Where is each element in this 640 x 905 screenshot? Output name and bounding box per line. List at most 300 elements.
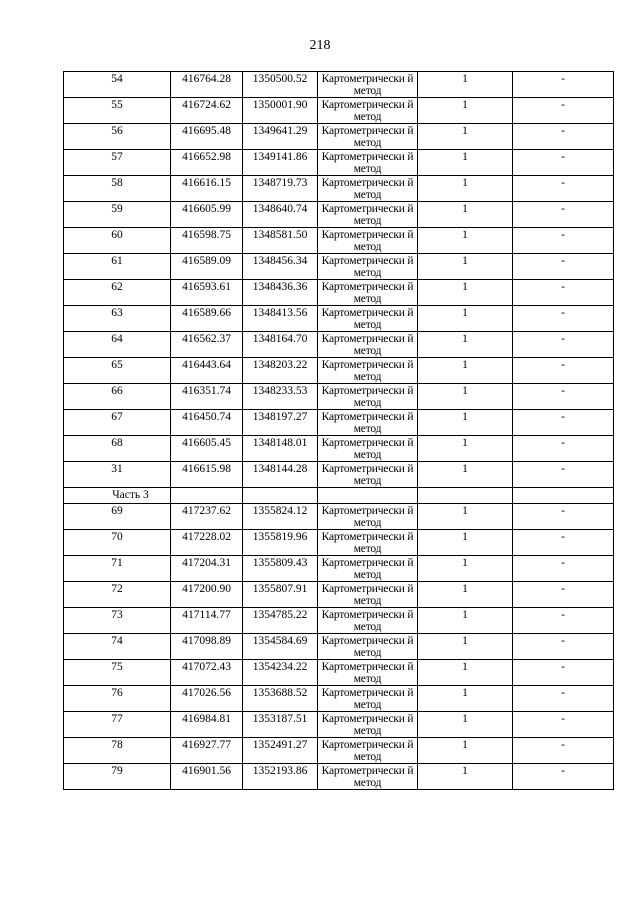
y-coordinate-cell-text: 1348233.53 [252, 385, 308, 397]
accuracy-cell-text: 1 [462, 333, 468, 345]
table-row [64, 462, 614, 488]
note-cell-text: - [561, 177, 565, 189]
accuracy-cell-text: 1 [462, 151, 468, 163]
y-coordinate-cell [243, 608, 318, 634]
point-number-cell-text: 31 [111, 463, 123, 475]
note-cell-text: - [561, 385, 565, 397]
note-cell-text: - [561, 687, 565, 699]
method-cell [318, 202, 418, 228]
table-row [64, 410, 614, 436]
method-cell-text: Картометрически й метод [321, 385, 414, 409]
x-coordinate-cell [171, 712, 243, 738]
point-number-cell [64, 150, 171, 176]
y-coordinate-cell-text: 1352491.27 [252, 739, 308, 751]
note-cell [513, 738, 614, 764]
method-cell [318, 72, 418, 98]
table-row [64, 686, 614, 712]
note-cell [513, 530, 614, 556]
x-coordinate-cell [171, 72, 243, 98]
accuracy-cell-text: 1 [462, 203, 468, 215]
method-cell-text: Картометрически й метод [321, 411, 414, 435]
point-number-cell-text: 70 [111, 531, 123, 543]
y-coordinate-cell-text: 1355807.91 [252, 583, 308, 595]
empty-cell [513, 488, 614, 504]
method-cell [318, 98, 418, 124]
point-number-cell-text: 59 [111, 203, 123, 215]
accuracy-cell [418, 124, 513, 150]
accuracy-cell [418, 436, 513, 462]
point-number-cell-text: 73 [111, 609, 123, 621]
method-cell [318, 228, 418, 254]
x-coordinate-cell [171, 150, 243, 176]
y-coordinate-cell [243, 280, 318, 306]
x-coordinate-cell-text: 417200.90 [182, 583, 231, 595]
accuracy-cell [418, 712, 513, 738]
method-cell [318, 582, 418, 608]
point-number-cell-text: 68 [111, 437, 123, 449]
table-row [64, 280, 614, 306]
point-number-cell [64, 176, 171, 202]
x-coordinate-cell-text: 416351.74 [182, 385, 231, 397]
table-row [64, 384, 614, 410]
table-row [64, 228, 614, 254]
point-number-cell-text: 62 [111, 281, 123, 293]
point-number-cell-text: 74 [111, 635, 123, 647]
accuracy-cell-text: 1 [462, 713, 468, 725]
method-cell [318, 306, 418, 332]
note-cell-text: - [561, 151, 565, 163]
x-coordinate-cell [171, 462, 243, 488]
method-cell [318, 556, 418, 582]
x-coordinate-cell-text: 417237.62 [182, 505, 231, 517]
y-coordinate-cell [243, 530, 318, 556]
accuracy-cell-text: 1 [462, 739, 468, 751]
method-cell-text: Картометрически й метод [321, 359, 414, 383]
note-cell-text: - [561, 229, 565, 241]
method-cell-text: Картометрически й метод [321, 635, 414, 659]
method-cell [318, 504, 418, 530]
method-cell-text: Картометрически й метод [321, 281, 414, 305]
point-number-cell-text: 69 [111, 505, 123, 517]
accuracy-cell-text: 1 [462, 411, 468, 423]
x-coordinate-cell [171, 530, 243, 556]
point-number-cell [64, 504, 171, 530]
x-coordinate-cell-text: 417204.31 [182, 557, 231, 569]
point-number-cell [64, 530, 171, 556]
note-cell [513, 358, 614, 384]
table-row [64, 764, 614, 790]
x-coordinate-cell-text: 416927.77 [182, 739, 231, 751]
table-row [64, 504, 614, 530]
y-coordinate-cell-text: 1353187.51 [252, 713, 308, 725]
method-cell [318, 332, 418, 358]
accuracy-cell-text: 1 [462, 557, 468, 569]
method-cell-text: Картометрически й метод [321, 609, 414, 633]
point-number-cell [64, 660, 171, 686]
point-number-cell [64, 228, 171, 254]
accuracy-cell-text: 1 [462, 661, 468, 673]
y-coordinate-cell-text: 1350500.52 [252, 73, 308, 85]
point-number-cell-text: 63 [111, 307, 123, 319]
empty-cell [243, 488, 318, 504]
accuracy-cell [418, 556, 513, 582]
note-cell [513, 306, 614, 332]
x-coordinate-cell-text: 416443.64 [182, 359, 231, 371]
method-cell [318, 712, 418, 738]
accuracy-cell [418, 72, 513, 98]
point-number-cell-text: 57 [111, 151, 123, 163]
note-cell-text: - [561, 583, 565, 595]
y-coordinate-cell-text: 1348164.70 [252, 333, 308, 345]
y-coordinate-cell-text: 1355824.12 [252, 505, 308, 517]
y-coordinate-cell-text: 1348640.74 [252, 203, 308, 215]
note-cell [513, 436, 614, 462]
x-coordinate-cell-text: 416652.98 [182, 151, 231, 163]
accuracy-cell-text: 1 [462, 229, 468, 241]
accuracy-cell [418, 410, 513, 436]
point-number-cell [64, 306, 171, 332]
y-coordinate-cell-text: 1355809.43 [252, 557, 308, 569]
point-number-cell-text: 60 [111, 229, 123, 241]
method-cell-text: Картометрически й метод [321, 557, 414, 581]
y-coordinate-cell-text: 1353688.52 [252, 687, 308, 699]
x-coordinate-cell [171, 738, 243, 764]
table-row [64, 176, 614, 202]
table-row [64, 358, 614, 384]
note-cell [513, 280, 614, 306]
point-number-cell-text: 58 [111, 177, 123, 189]
point-number-cell-text: 61 [111, 255, 123, 267]
method-cell [318, 686, 418, 712]
accuracy-cell-text: 1 [462, 99, 468, 111]
point-number-cell-text: 79 [111, 765, 123, 777]
y-coordinate-cell [243, 306, 318, 332]
table-row [64, 556, 614, 582]
y-coordinate-cell [243, 686, 318, 712]
point-number-cell-text: 66 [111, 385, 123, 397]
table-row [64, 72, 614, 98]
note-cell [513, 660, 614, 686]
x-coordinate-cell [171, 384, 243, 410]
y-coordinate-cell-text: 1350001.90 [252, 99, 308, 111]
y-coordinate-cell [243, 462, 318, 488]
x-coordinate-cell [171, 504, 243, 530]
accuracy-cell-text: 1 [462, 177, 468, 189]
note-cell [513, 556, 614, 582]
y-coordinate-cell [243, 712, 318, 738]
note-cell-text: - [561, 359, 565, 371]
accuracy-cell [418, 582, 513, 608]
x-coordinate-cell [171, 176, 243, 202]
y-coordinate-cell [243, 556, 318, 582]
y-coordinate-cell [243, 358, 318, 384]
method-cell [318, 280, 418, 306]
accuracy-cell [418, 228, 513, 254]
section-row [64, 488, 614, 504]
note-cell [513, 686, 614, 712]
y-coordinate-cell-text: 1348456.34 [252, 255, 308, 267]
point-number-cell [64, 582, 171, 608]
note-cell-text: - [561, 99, 565, 111]
point-number-cell [64, 410, 171, 436]
x-coordinate-cell [171, 98, 243, 124]
accuracy-cell-text: 1 [462, 609, 468, 621]
y-coordinate-cell [243, 150, 318, 176]
method-cell [318, 410, 418, 436]
accuracy-cell [418, 254, 513, 280]
x-coordinate-cell-text: 416598.75 [182, 229, 231, 241]
accuracy-cell [418, 462, 513, 488]
method-cell [318, 384, 418, 410]
y-coordinate-cell [243, 764, 318, 790]
y-coordinate-cell [243, 332, 318, 358]
table-row [64, 738, 614, 764]
point-number-cell [64, 686, 171, 712]
section-label: Часть 3 [112, 489, 149, 501]
x-coordinate-cell [171, 228, 243, 254]
note-cell-text: - [561, 463, 565, 475]
x-coordinate-cell [171, 202, 243, 228]
point-number-cell [64, 436, 171, 462]
y-coordinate-cell [243, 176, 318, 202]
accuracy-cell [418, 530, 513, 556]
method-cell-text: Картометрически й метод [321, 739, 414, 763]
point-number-cell [64, 202, 171, 228]
point-number-cell [64, 332, 171, 358]
method-cell [318, 660, 418, 686]
point-number-cell [64, 462, 171, 488]
point-number-cell [64, 634, 171, 660]
note-cell-text: - [561, 73, 565, 85]
y-coordinate-cell-text: 1354234.22 [252, 661, 308, 673]
x-coordinate-cell-text: 416605.45 [182, 437, 231, 449]
method-cell [318, 634, 418, 660]
y-coordinate-cell-text: 1348436.36 [252, 281, 308, 293]
note-cell-text: - [561, 505, 565, 517]
y-coordinate-cell [243, 410, 318, 436]
accuracy-cell-text: 1 [462, 687, 468, 699]
point-number-cell [64, 764, 171, 790]
accuracy-cell-text: 1 [462, 505, 468, 517]
note-cell-text: - [561, 255, 565, 267]
y-coordinate-cell-text: 1352193.86 [252, 765, 308, 777]
point-number-cell [64, 254, 171, 280]
table-row [64, 582, 614, 608]
x-coordinate-cell-text: 416593.61 [182, 281, 231, 293]
empty-cell [318, 488, 418, 504]
point-number-cell-text: 77 [111, 713, 123, 725]
accuracy-cell-text: 1 [462, 635, 468, 647]
table-row [64, 98, 614, 124]
method-cell-text: Картометрически й метод [321, 463, 414, 487]
x-coordinate-cell-text: 416615.98 [182, 463, 231, 475]
y-coordinate-cell-text: 1354584.69 [252, 635, 308, 647]
y-coordinate-cell-text: 1348413.56 [252, 307, 308, 319]
page-number: 218 [309, 38, 331, 53]
note-cell-text: - [561, 609, 565, 621]
method-cell [318, 254, 418, 280]
note-cell [513, 228, 614, 254]
x-coordinate-cell-text: 416984.81 [182, 713, 231, 725]
note-cell-text: - [561, 411, 565, 423]
table-row [64, 660, 614, 686]
note-cell-text: - [561, 739, 565, 751]
table-row [64, 254, 614, 280]
method-cell [318, 176, 418, 202]
x-coordinate-cell [171, 608, 243, 634]
note-cell [513, 176, 614, 202]
point-number-cell-text: 72 [111, 583, 123, 595]
y-coordinate-cell-text: 1348144.28 [252, 463, 308, 475]
point-number-cell [64, 98, 171, 124]
note-cell-text: - [561, 437, 565, 449]
method-cell-text: Картометрически й метод [321, 713, 414, 737]
point-number-cell [64, 124, 171, 150]
point-number-cell [64, 738, 171, 764]
table-row [64, 332, 614, 358]
method-cell [318, 436, 418, 462]
x-coordinate-cell-text: 417228.02 [182, 531, 231, 543]
method-cell-text: Картометрически й метод [321, 229, 414, 253]
x-coordinate-cell [171, 436, 243, 462]
accuracy-cell [418, 98, 513, 124]
y-coordinate-cell-text: 1354785.22 [252, 609, 308, 621]
method-cell-text: Картометрически й метод [321, 125, 414, 149]
y-coordinate-cell [243, 98, 318, 124]
table-row [64, 436, 614, 462]
method-cell [318, 124, 418, 150]
coordinates-table [63, 71, 614, 790]
accuracy-cell-text: 1 [462, 385, 468, 397]
table-row [64, 150, 614, 176]
method-cell-text: Картометрически й метод [321, 505, 414, 529]
accuracy-cell-text: 1 [462, 359, 468, 371]
accuracy-cell [418, 384, 513, 410]
method-cell-text: Картометрически й метод [321, 73, 414, 97]
method-cell-text: Картометрически й метод [321, 99, 414, 123]
method-cell [318, 764, 418, 790]
method-cell-text: Картометрически й метод [321, 687, 414, 711]
x-coordinate-cell [171, 556, 243, 582]
accuracy-cell-text: 1 [462, 255, 468, 267]
accuracy-cell [418, 150, 513, 176]
note-cell-text: - [561, 765, 565, 777]
method-cell-text: Картометрически й метод [321, 177, 414, 201]
method-cell [318, 358, 418, 384]
y-coordinate-cell [243, 72, 318, 98]
accuracy-cell-text: 1 [462, 583, 468, 595]
y-coordinate-cell [243, 738, 318, 764]
method-cell [318, 530, 418, 556]
table-row [64, 712, 614, 738]
note-cell [513, 582, 614, 608]
x-coordinate-cell-text: 417114.77 [182, 609, 231, 621]
accuracy-cell [418, 660, 513, 686]
y-coordinate-cell-text: 1349141.86 [252, 151, 308, 163]
y-coordinate-cell-text: 1348581.50 [252, 229, 308, 241]
accuracy-cell [418, 634, 513, 660]
point-number-cell [64, 556, 171, 582]
x-coordinate-cell-text: 416695.48 [182, 125, 231, 137]
x-coordinate-cell [171, 280, 243, 306]
x-coordinate-cell-text: 416605.99 [182, 203, 231, 215]
accuracy-cell-text: 1 [462, 125, 468, 137]
point-number-cell-text: 64 [111, 333, 123, 345]
table-row [64, 202, 614, 228]
note-cell [513, 72, 614, 98]
x-coordinate-cell-text: 417026.56 [182, 687, 231, 699]
y-coordinate-cell [243, 384, 318, 410]
note-cell [513, 202, 614, 228]
method-cell-text: Картометрически й метод [321, 765, 414, 789]
accuracy-cell-text: 1 [462, 765, 468, 777]
note-cell-text: - [561, 661, 565, 673]
method-cell-text: Картометрически й метод [321, 333, 414, 357]
note-cell [513, 98, 614, 124]
method-cell [318, 462, 418, 488]
method-cell-text: Картометрически й метод [321, 583, 414, 607]
accuracy-cell [418, 176, 513, 202]
x-coordinate-cell [171, 582, 243, 608]
point-number-cell [64, 712, 171, 738]
x-coordinate-cell-text: 416901.56 [182, 765, 231, 777]
x-coordinate-cell [171, 634, 243, 660]
point-number-cell-text: 56 [111, 125, 123, 137]
method-cell-text: Картометрически й метод [321, 531, 414, 555]
note-cell [513, 712, 614, 738]
note-cell-text: - [561, 333, 565, 345]
y-coordinate-cell [243, 202, 318, 228]
y-coordinate-cell [243, 634, 318, 660]
x-coordinate-cell [171, 332, 243, 358]
note-cell-text: - [561, 125, 565, 137]
accuracy-cell-text: 1 [462, 463, 468, 475]
note-cell [513, 410, 614, 436]
note-cell-text: - [561, 203, 565, 215]
note-cell-text: - [561, 635, 565, 647]
accuracy-cell-text: 1 [462, 531, 468, 543]
table-row [64, 530, 614, 556]
table-row [64, 124, 614, 150]
x-coordinate-cell-text: 416616.15 [182, 177, 231, 189]
method-cell-text: Картометрически й метод [321, 151, 414, 175]
note-cell [513, 764, 614, 790]
y-coordinate-cell-text: 1348197.27 [252, 411, 308, 423]
y-coordinate-cell [243, 124, 318, 150]
x-coordinate-cell [171, 306, 243, 332]
note-cell-text: - [561, 531, 565, 543]
point-number-cell-text: 65 [111, 359, 123, 371]
x-coordinate-cell-text: 416589.09 [182, 255, 231, 267]
note-cell-text: - [561, 557, 565, 569]
y-coordinate-cell [243, 504, 318, 530]
x-coordinate-cell-text: 416450.74 [182, 411, 231, 423]
x-coordinate-cell [171, 254, 243, 280]
point-number-cell [64, 384, 171, 410]
method-cell-text: Картометрически й метод [321, 307, 414, 331]
empty-cell [418, 488, 513, 504]
y-coordinate-cell-text: 1348719.73 [252, 177, 308, 189]
note-cell [513, 504, 614, 530]
accuracy-cell-text: 1 [462, 281, 468, 293]
note-cell [513, 124, 614, 150]
note-cell [513, 254, 614, 280]
y-coordinate-cell [243, 660, 318, 686]
note-cell [513, 150, 614, 176]
coordinates-table-body [64, 72, 614, 790]
accuracy-cell [418, 504, 513, 530]
empty-cell [171, 488, 243, 504]
